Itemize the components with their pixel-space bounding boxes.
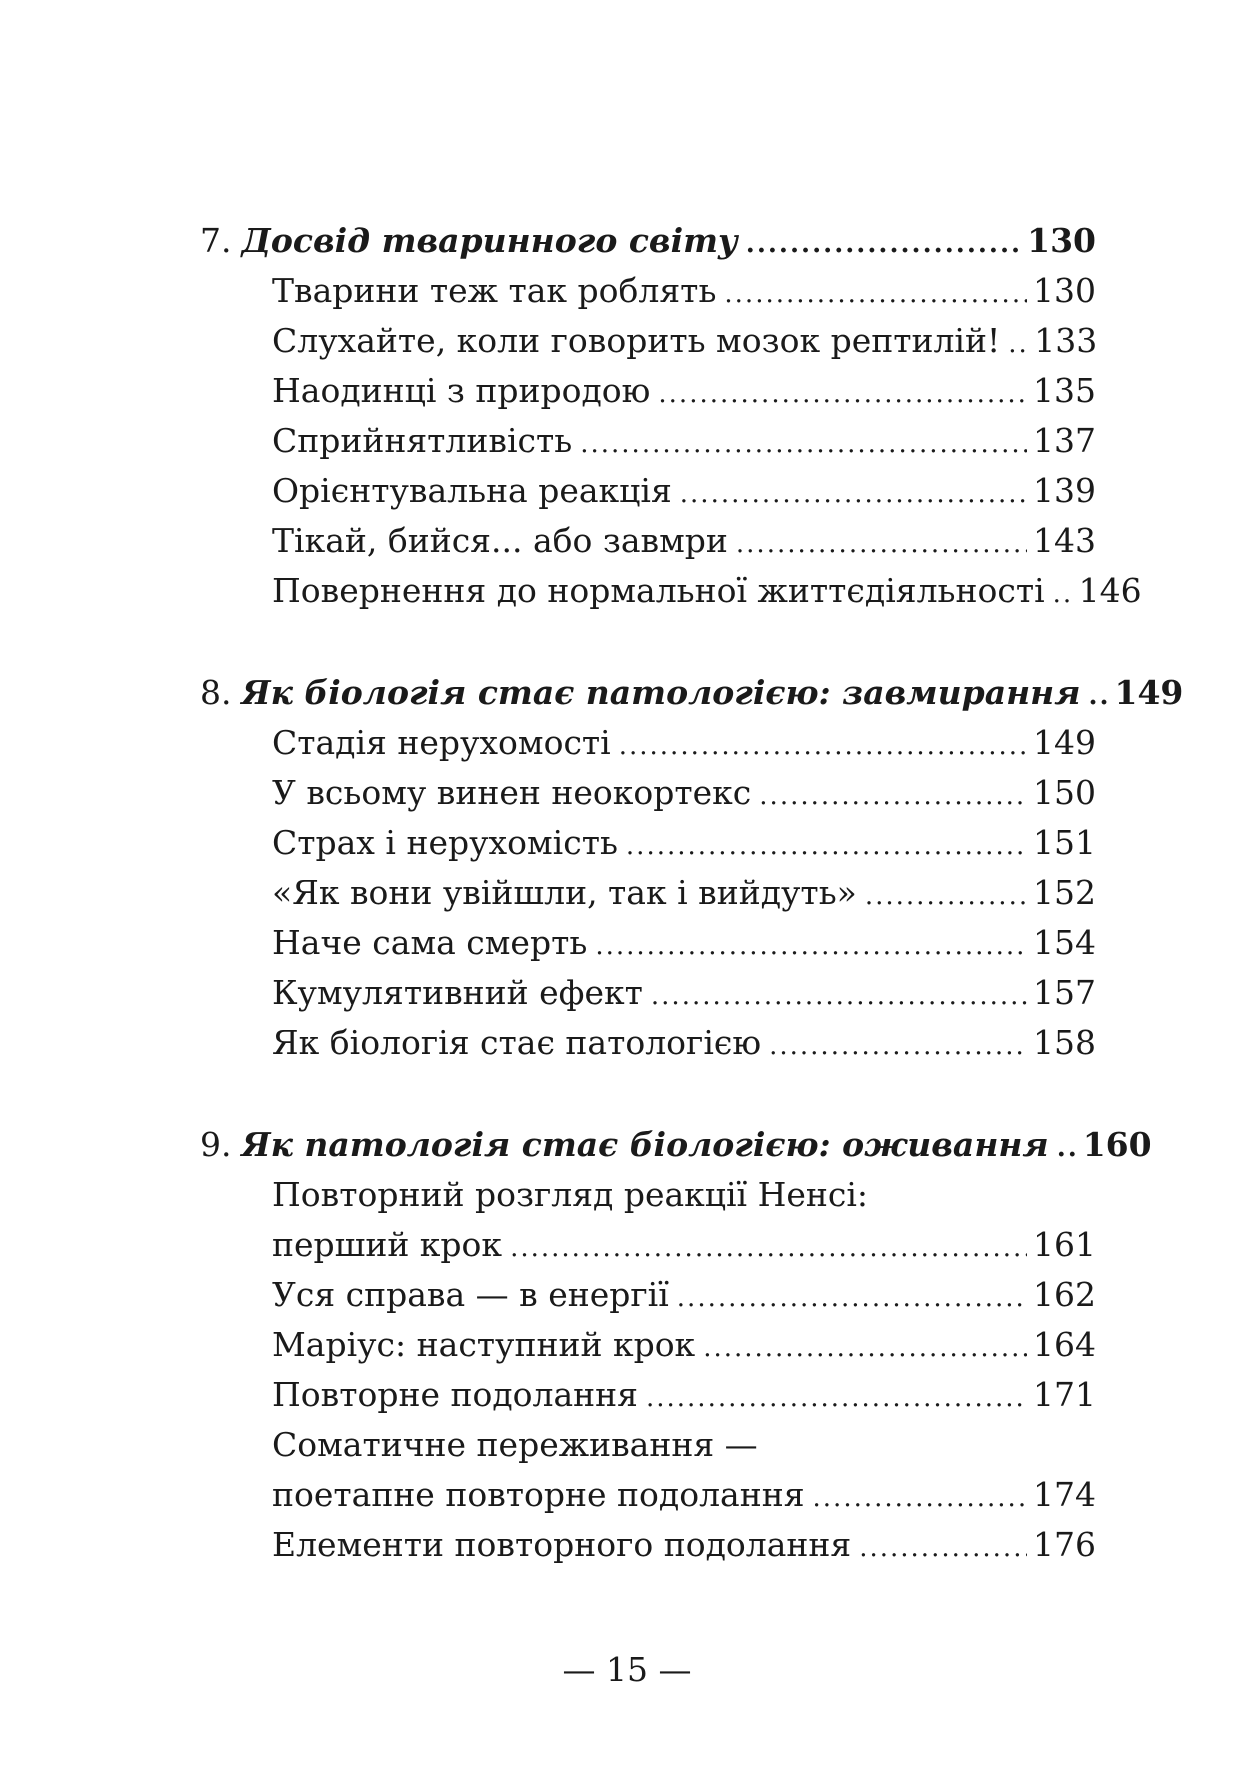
toc-entry[interactable] <box>200 366 1096 416</box>
page-number: 151 <box>1033 823 1096 862</box>
page-footer-number: — 15 — <box>562 1650 692 1689</box>
entry-title: перший крок <box>272 1225 503 1264</box>
dot-leader <box>651 971 1027 1021</box>
page-number: 130 <box>1033 271 1096 310</box>
entry-title: Страх і нерухомість <box>272 823 618 862</box>
entry-title: Тварини теж так роблять <box>272 271 717 310</box>
entry-title-line1: Повторний розгляд реакції Ненсі: <box>272 1175 869 1214</box>
chapter-title: Досвід тваринного світу <box>241 221 738 260</box>
page-number: 161 <box>1033 1225 1096 1264</box>
toc-entry[interactable] <box>200 516 1096 566</box>
dot-leader <box>746 219 1021 269</box>
page-number: 171 <box>1033 1375 1096 1414</box>
toc-entry[interactable] <box>200 1220 1096 1270</box>
toc-entry[interactable] <box>200 1520 1096 1570</box>
entry-title: Елементи повторного подолання <box>272 1525 852 1564</box>
dot-leader <box>580 419 1027 469</box>
chapter-title: Як біологія стає патологією: завмирання <box>241 673 1081 712</box>
toc-entry[interactable] <box>200 718 1096 768</box>
toc-entry[interactable] <box>200 266 1096 316</box>
toc-entry[interactable] <box>200 316 1096 366</box>
dot-leader <box>1089 671 1109 721</box>
chapter-9 <box>200 1120 1152 1570</box>
page-number: 146 <box>1078 571 1142 610</box>
entry-title: Маріус: наступний крок <box>272 1325 696 1364</box>
dot-leader <box>859 1523 1027 1573</box>
toc-entry[interactable] <box>200 918 1096 968</box>
page-number: 143 <box>1033 521 1096 560</box>
toc-entry[interactable] <box>200 1018 1096 1068</box>
page-number: 154 <box>1033 923 1096 962</box>
page-number: 139 <box>1033 471 1096 510</box>
entry-title: Уся справа — в енергії <box>272 1275 669 1314</box>
entry-title: Наче сама смерть <box>272 923 588 962</box>
entry-title: Орієнтувальна реакція <box>272 471 672 510</box>
toc-entry[interactable] <box>200 416 1096 466</box>
entry-title: Наодинці з природою <box>272 371 651 410</box>
entry-title: Повернення до нормальної життєдіяльності <box>272 571 1045 610</box>
chapter-7 <box>200 216 1142 616</box>
entry-title: поетапне повторне подолання <box>272 1475 805 1514</box>
page-number: 152 <box>1033 873 1096 912</box>
page-number: 164 <box>1033 1325 1096 1364</box>
page-number: 176 <box>1033 1525 1096 1564</box>
toc-entry[interactable] <box>200 1320 1096 1370</box>
dot-leader <box>510 1223 1027 1273</box>
dot-leader <box>865 871 1027 921</box>
dot-leader <box>677 1273 1027 1323</box>
dot-leader <box>619 721 1027 771</box>
toc-entry-first-line[interactable] <box>200 1170 1096 1220</box>
entry-title: Слухайте, коли говорить мозок рептилій! <box>272 321 1001 360</box>
dot-leader <box>703 1323 1027 1373</box>
chapter-number: 8. <box>200 673 232 712</box>
table-of-contents <box>200 216 1184 1622</box>
entry-title: Повторне подолання <box>272 1375 638 1414</box>
page-number: 158 <box>1033 1023 1096 1062</box>
dot-leader <box>813 1473 1027 1523</box>
page-number: 130 <box>1027 221 1096 260</box>
page-number: 174 <box>1033 1475 1096 1514</box>
entry-title-line1: Соматичне переживання — <box>272 1425 758 1464</box>
dot-leader <box>1057 1123 1077 1173</box>
dot-leader <box>595 921 1027 971</box>
entry-title: Стадія нерухомості <box>272 723 611 762</box>
page-number: 160 <box>1082 1125 1152 1164</box>
toc-entry[interactable] <box>200 868 1096 918</box>
entry-title: Як біологія стає патологією <box>272 1023 762 1062</box>
dot-leader <box>1053 569 1073 619</box>
page-number: 162 <box>1033 1275 1096 1314</box>
page-number: 149 <box>1114 673 1184 712</box>
toc-entry-first-line[interactable] <box>200 1420 1096 1470</box>
toc-entry[interactable] <box>200 466 1096 516</box>
chapter-heading[interactable] <box>200 1120 1152 1170</box>
toc-entry[interactable] <box>200 768 1096 818</box>
page-number: 133 <box>1034 321 1098 360</box>
chapter-heading[interactable] <box>200 216 1096 266</box>
chapter-title: Як патологія стає біологією: оживання <box>241 1125 1049 1164</box>
toc-entry[interactable] <box>200 566 1142 616</box>
page-number: 135 <box>1033 371 1096 410</box>
dot-leader <box>680 469 1027 519</box>
toc-entry[interactable] <box>200 968 1096 1018</box>
entry-title: Тікай, бийся... або завмри <box>272 521 728 560</box>
entry-title: «Як вони увійшли, так і вийдуть» <box>272 873 857 912</box>
toc-entry[interactable] <box>200 818 1096 868</box>
dot-leader <box>658 369 1027 419</box>
chapter-number: 9. <box>200 1125 232 1164</box>
dot-leader <box>646 1373 1027 1423</box>
dot-leader <box>626 821 1027 871</box>
dot-leader <box>1008 319 1028 369</box>
toc-entry[interactable] <box>200 1370 1096 1420</box>
chapter-heading[interactable] <box>200 668 1184 718</box>
toc-entry[interactable] <box>200 1470 1096 1520</box>
entry-title: У всьому винен неокортекс <box>272 773 752 812</box>
dot-leader <box>759 771 1027 821</box>
toc-entry[interactable] <box>200 1270 1096 1320</box>
dot-leader <box>724 269 1027 319</box>
chapter-8 <box>200 668 1184 1068</box>
page-number: 149 <box>1033 723 1096 762</box>
dot-leader <box>736 519 1027 569</box>
entry-title: Сприйнятливість <box>272 421 573 460</box>
page-number: 157 <box>1033 973 1096 1012</box>
dot-leader <box>769 1021 1027 1071</box>
chapter-number: 7. <box>200 221 232 260</box>
page-number: 150 <box>1033 773 1096 812</box>
entry-title: Кумулятивний ефект <box>272 973 643 1012</box>
page-number: 137 <box>1033 421 1096 460</box>
